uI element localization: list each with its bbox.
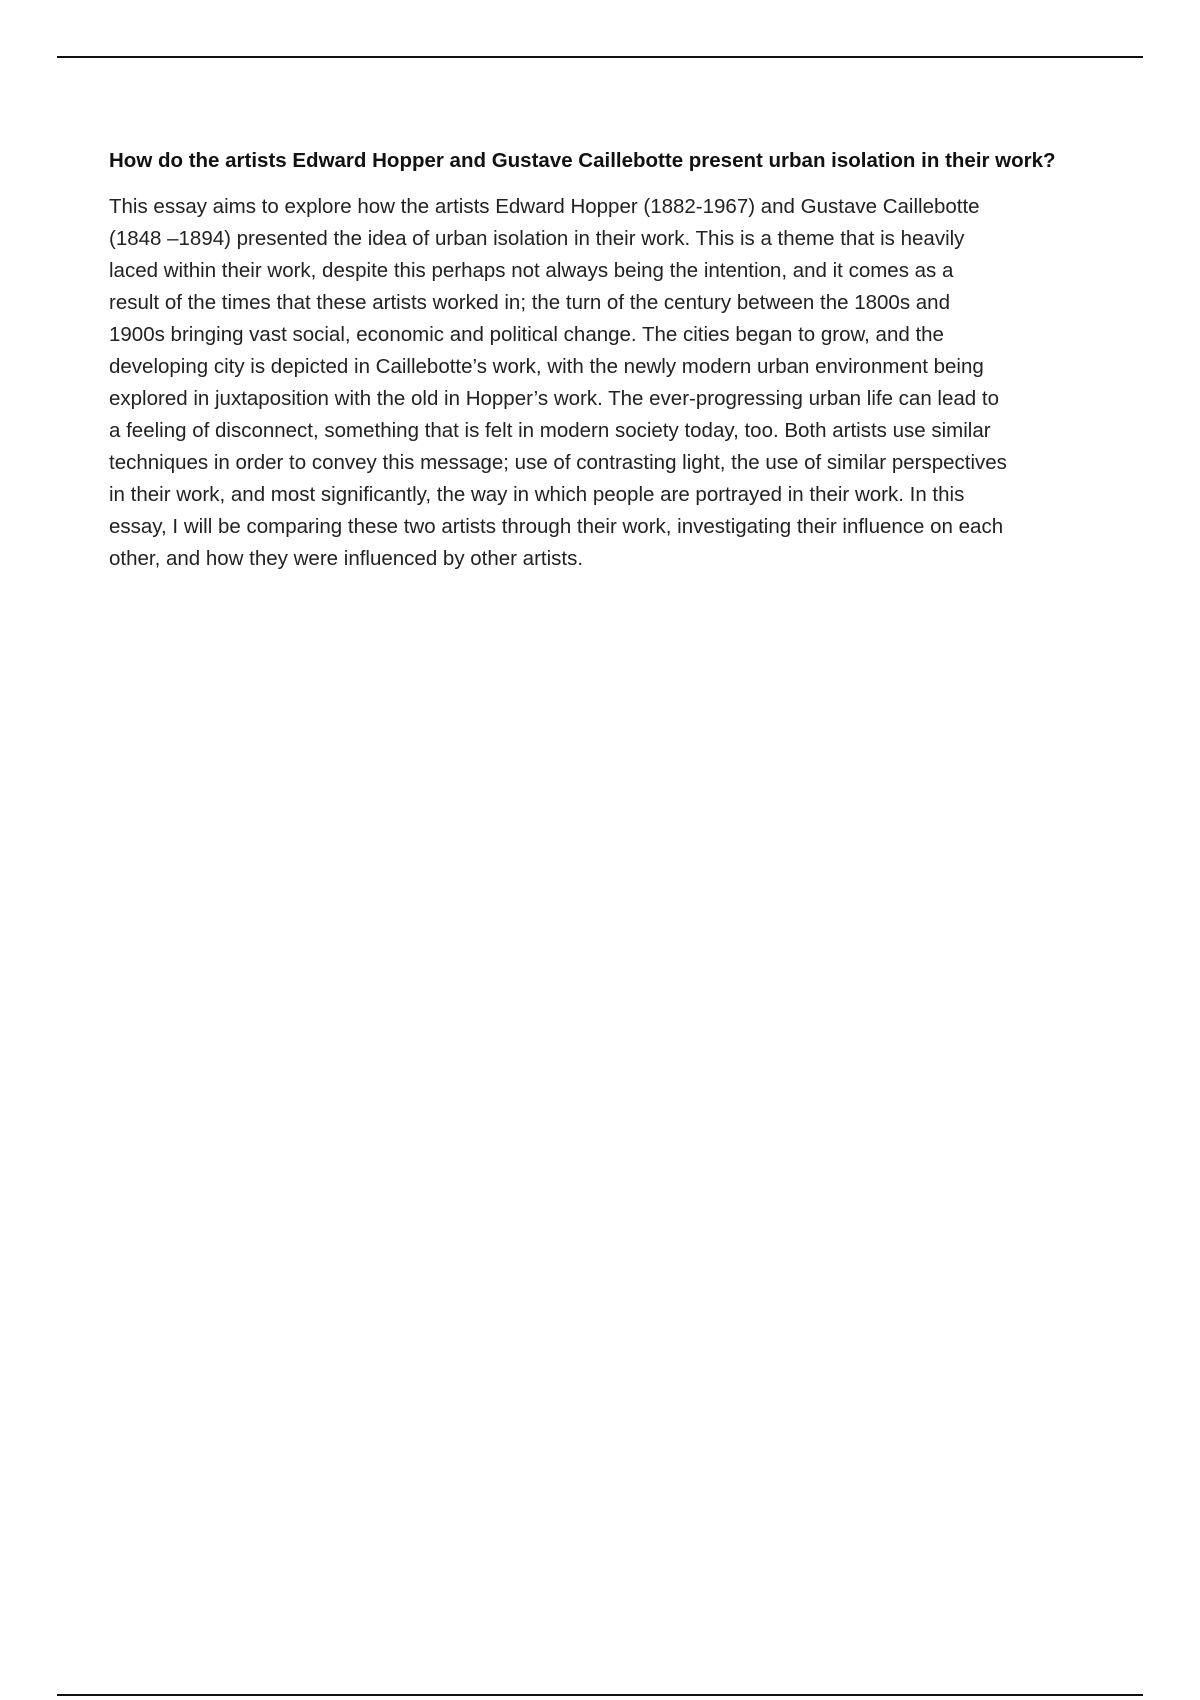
paragraph-line: explored in juxtaposition with the old in Hopper’s work. The ever-progressing urban life can lead to xyxy=(109,387,999,410)
paragraph-line: essay, I will be comparing these two artists through their work, investigating their influence on each xyxy=(109,515,1004,538)
paragraph-line: a feeling of disconnect, something that is felt in modern society today, too. Both artists use similar xyxy=(109,419,991,442)
paragraph-line: This essay aims to explore how the artists Edward Hopper (1882-1967) and Gustave Caillebotte xyxy=(109,195,980,218)
paragraph-line: developing city is depicted in Caillebotte’s work, with the newly modern urban environment being xyxy=(109,355,984,378)
page-content xyxy=(109,146,1109,575)
paragraph-line: in their work, and most significantly, the way in which people are portrayed in their work. In this xyxy=(109,483,965,506)
paragraph-line: (1848 –1894) presented the idea of urban isolation in their work. This is a theme that is heavily xyxy=(109,227,965,250)
essay-paragraph xyxy=(109,191,1109,575)
essay-title: How do the artists Edward Hopper and Gustave Caillebotte present urban isolation in their work? xyxy=(109,149,1056,172)
header-rule xyxy=(57,56,1143,58)
paragraph-line: techniques in order to convey this message; use of contrasting light, the use of similar perspectives xyxy=(109,451,1007,474)
paragraph-line: other, and how they were influenced by other artists. xyxy=(109,547,584,570)
footer-rule xyxy=(57,1694,1143,1696)
paragraph-line: result of the times that these artists worked in; the turn of the century between the 1800s and xyxy=(109,291,950,314)
paragraph-line: laced within their work, despite this perhaps not always being the intention, and it comes as a xyxy=(109,259,954,282)
paragraph-line: 1900s bringing vast social, economic and political change. The cities began to grow, and the xyxy=(109,323,944,346)
